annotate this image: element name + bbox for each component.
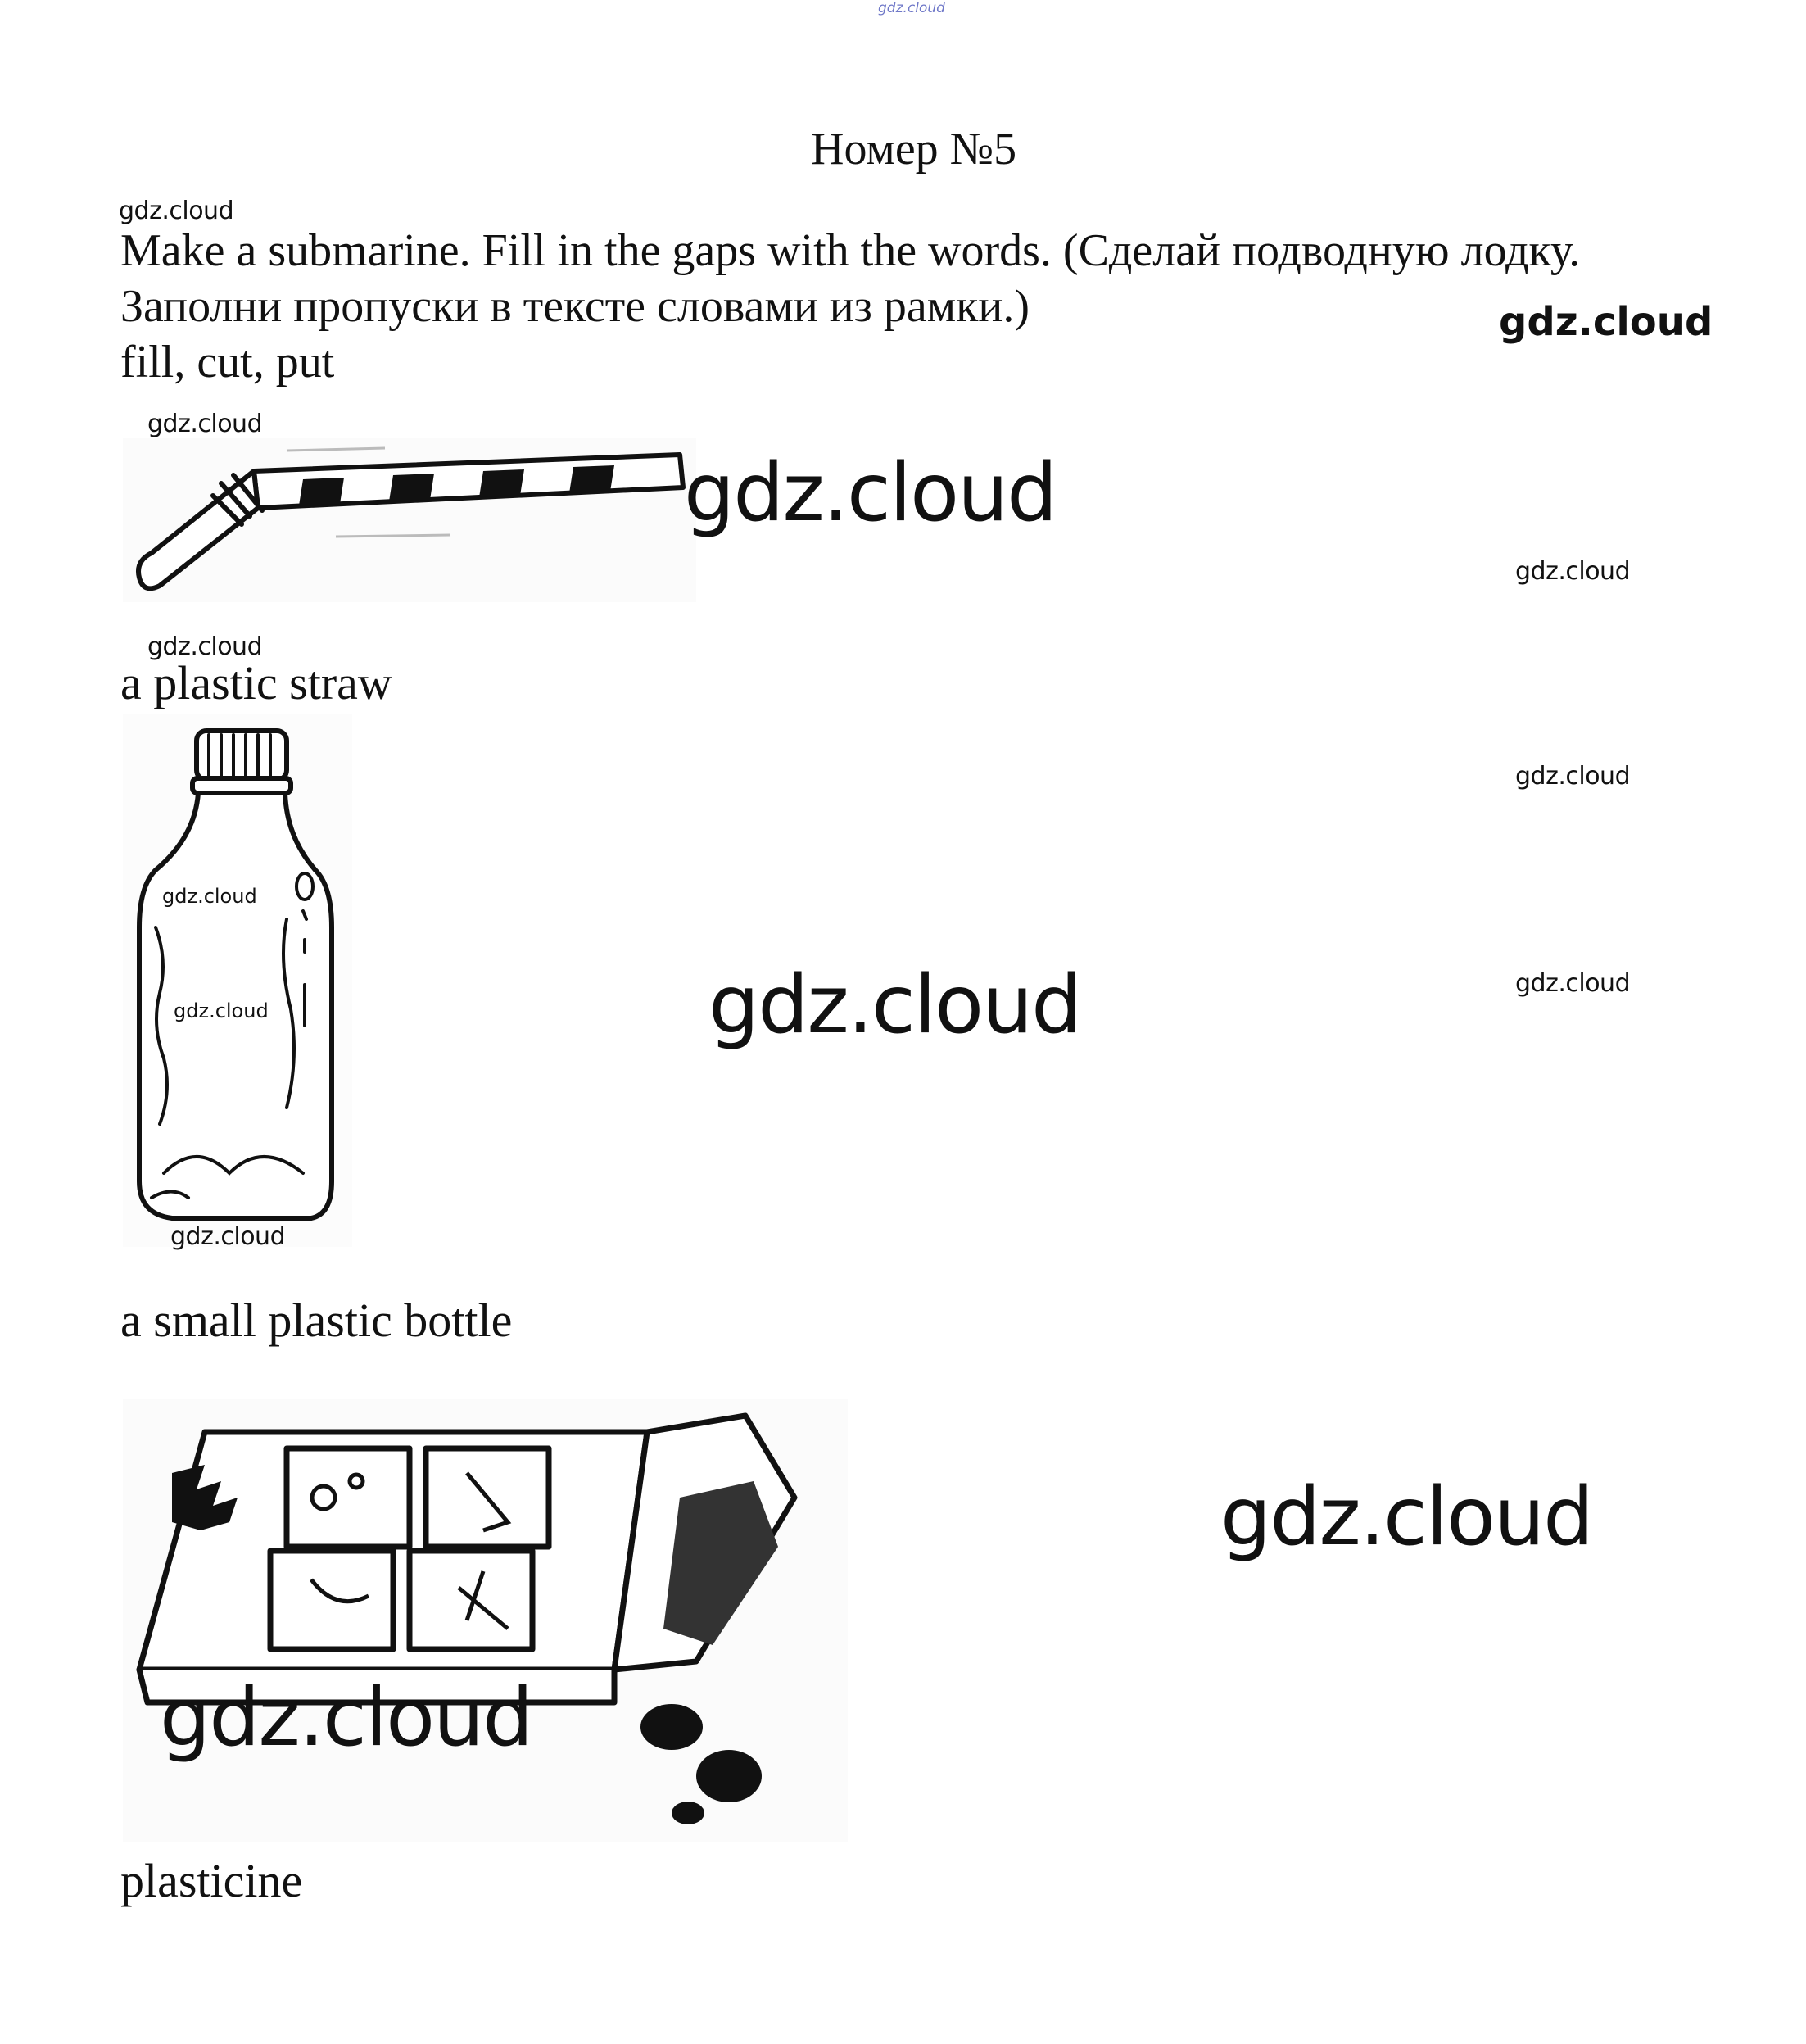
watermark: gdz.cloud	[1515, 762, 1631, 791]
watermark: gdz.cloud	[147, 632, 263, 661]
page-title: Номер №5	[811, 124, 1017, 174]
watermark: gdz.cloud	[160, 1671, 532, 1765]
word-box: fill, cut, put	[120, 337, 335, 387]
watermark: gdz.cloud	[1220, 1471, 1593, 1564]
watermark: gdz.cloud	[170, 1222, 286, 1251]
top-watermark: gdz.cloud	[878, 0, 945, 16]
watermark: gdz.cloud	[174, 999, 269, 1022]
plasticine-caption: plasticine	[120, 1854, 303, 1907]
straw-icon	[123, 438, 696, 602]
watermark: gdz.cloud	[119, 197, 234, 225]
bottle-icon	[123, 714, 352, 1247]
bottle-caption: a small plastic bottle	[120, 1294, 513, 1347]
plasticine-icon	[123, 1399, 848, 1842]
watermark: gdz.cloud	[1515, 969, 1631, 998]
watermark: gdz.cloud	[684, 446, 1057, 540]
watermark: gdz.cloud	[708, 959, 1081, 1052]
watermark: gdz.cloud	[1515, 557, 1631, 586]
watermark: gdz.cloud	[1499, 299, 1713, 345]
watermark: gdz.cloud	[162, 885, 257, 908]
task-instruction-line1: Make a submarine. Fill in the gaps with the words. (Сделай подводную лодку.	[120, 225, 1581, 276]
straw-caption: a plastic straw	[120, 656, 392, 709]
watermark: gdz.cloud	[147, 410, 263, 438]
task-instruction-line2: Заполни пропуски в тексте словами из рамки.)	[120, 281, 1030, 332]
